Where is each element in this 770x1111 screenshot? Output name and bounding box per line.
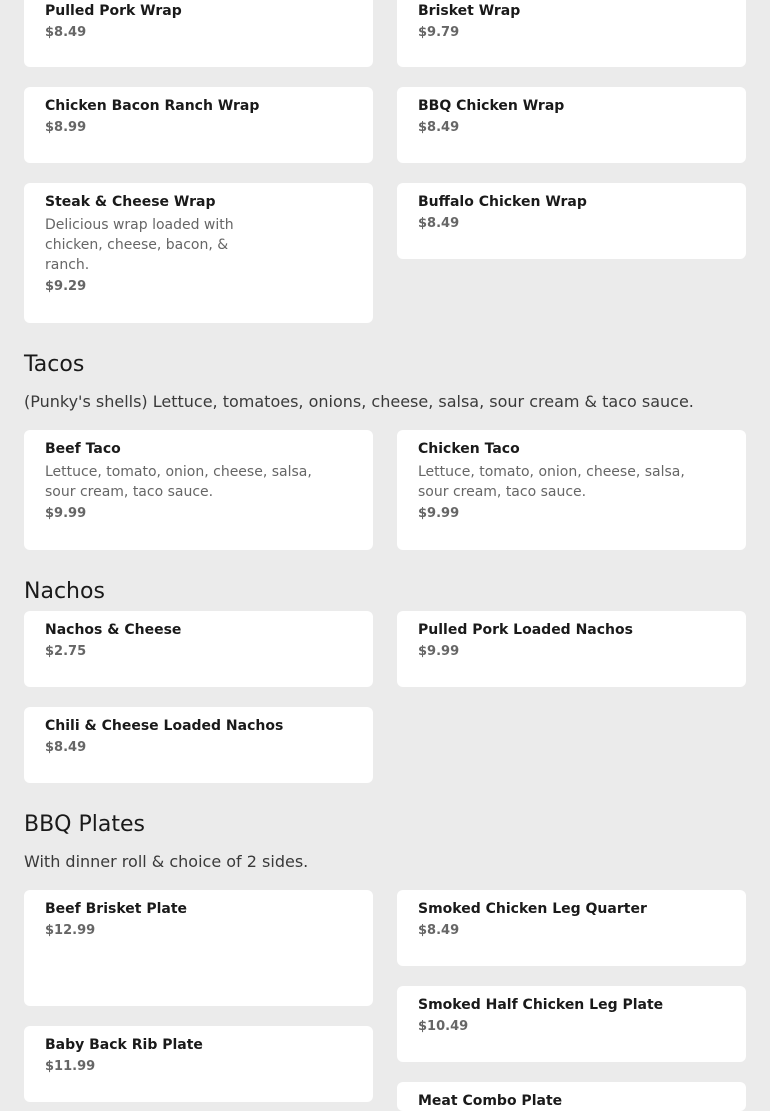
item-price: $9.99 xyxy=(45,506,87,521)
item-price: $8.99 xyxy=(45,120,87,135)
menu-item-card[interactable] xyxy=(397,611,746,687)
item-price: $11.99 xyxy=(45,1059,96,1074)
menu-item-card[interactable] xyxy=(397,430,746,550)
item-description: Delicious wrap loaded with chicken, cheese, bacon, & ranch. xyxy=(45,217,234,273)
section-title-nachos: Nachos xyxy=(24,579,105,604)
item-description: Lettuce, tomato, onion, cheese, salsa, sour cream, taco sauce. xyxy=(45,464,312,500)
section-title-bbq-plates: BBQ Plates xyxy=(24,812,145,837)
item-name: Chicken Bacon Ranch Wrap xyxy=(45,98,260,114)
menu-item-card[interactable] xyxy=(24,0,373,67)
item-name: Steak & Cheese Wrap xyxy=(45,194,216,210)
menu-item-card[interactable] xyxy=(24,430,373,550)
item-name: BBQ Chicken Wrap xyxy=(418,98,565,114)
item-price: $9.79 xyxy=(418,25,460,40)
menu-item-card[interactable] xyxy=(24,1026,373,1102)
item-price: $8.49 xyxy=(45,740,87,755)
item-name: Brisket Wrap xyxy=(418,3,521,19)
item-name: Beef Taco xyxy=(45,441,121,457)
item-price: $8.49 xyxy=(418,923,460,938)
menu-item-card[interactable] xyxy=(24,707,373,783)
item-description: Lettuce, tomato, onion, cheese, salsa, sour cream, taco sauce. xyxy=(418,464,685,500)
item-price: $9.99 xyxy=(418,506,460,521)
item-price: $9.29 xyxy=(45,279,87,294)
menu-item-card[interactable] xyxy=(24,183,373,323)
item-name: Buffalo Chicken Wrap xyxy=(418,194,587,210)
item-name: Chicken Taco xyxy=(418,441,520,457)
menu-item-card[interactable] xyxy=(397,986,746,1062)
item-name: Nachos & Cheese xyxy=(45,622,182,638)
section-subtitle-tacos: (Punky's shells) Lettuce, tomatoes, onions, cheese, salsa, sour cream & taco sauce. xyxy=(24,392,694,411)
item-name: Chili & Cheese Loaded Nachos xyxy=(45,718,284,734)
item-price: $8.49 xyxy=(418,120,460,135)
menu-item-card[interactable] xyxy=(397,890,746,966)
menu-item-card[interactable] xyxy=(397,1082,746,1111)
item-name: Smoked Chicken Leg Quarter xyxy=(418,901,647,917)
menu-item-card[interactable] xyxy=(24,87,373,163)
item-price: $10.49 xyxy=(418,1019,469,1034)
section-subtitle-bbq-plates: With dinner roll & choice of 2 sides. xyxy=(24,852,309,871)
menu-item-card[interactable] xyxy=(397,0,746,67)
item-name: Pulled Pork Loaded Nachos xyxy=(418,622,633,638)
menu-item-card[interactable] xyxy=(24,890,373,1006)
item-name: Baby Back Rib Plate xyxy=(45,1037,203,1053)
menu-item-card[interactable] xyxy=(397,87,746,163)
item-name: Meat Combo Plate xyxy=(418,1093,563,1109)
menu-item-card[interactable] xyxy=(397,183,746,259)
item-price: $8.49 xyxy=(45,25,87,40)
item-price: $12.99 xyxy=(45,923,96,938)
item-price: $2.75 xyxy=(45,644,87,659)
item-name: Pulled Pork Wrap xyxy=(45,3,182,19)
item-name: Smoked Half Chicken Leg Plate xyxy=(418,997,664,1013)
section-title-tacos: Tacos xyxy=(24,352,85,377)
item-name: Beef Brisket Plate xyxy=(45,901,188,917)
item-price: $9.99 xyxy=(418,644,460,659)
menu-item-card[interactable] xyxy=(24,611,373,687)
item-price: $8.49 xyxy=(418,216,460,231)
